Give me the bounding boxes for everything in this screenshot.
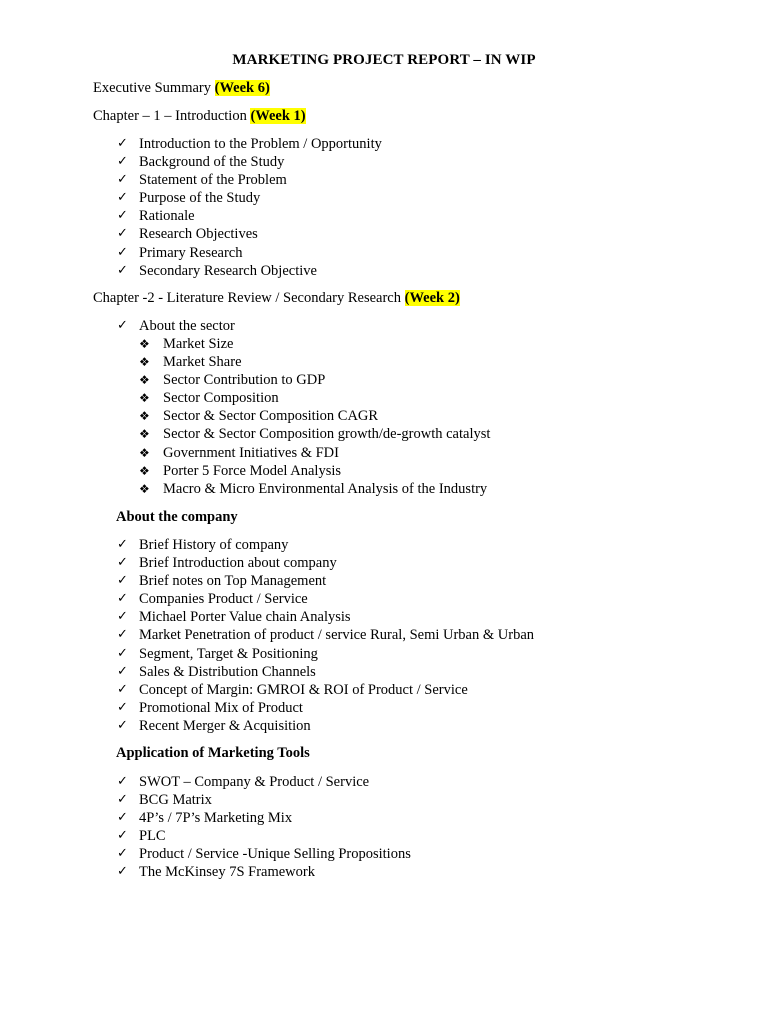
list-item (139, 389, 490, 407)
checkmark-icon: ✓ (117, 663, 128, 679)
list-item (117, 863, 411, 881)
list-item-text: Market Size (163, 336, 234, 352)
list-item-text: PLC (139, 828, 166, 845)
list-item-text: Secondary Research Objective (139, 262, 317, 279)
list-item (117, 681, 534, 699)
list-item (139, 371, 490, 389)
checkmark-icon: ✓ (117, 208, 128, 224)
list-item-text: Segment, Target & Positioning (139, 645, 318, 662)
list-item (117, 626, 535, 644)
checkmark-icon: ✓ (117, 262, 128, 278)
diamond-bullet-icon: ❖ (139, 427, 150, 442)
list-item-text: Sales & Distribution Channels (139, 663, 316, 680)
list-item-text: Government Initiatives & FDI (163, 444, 339, 461)
list-item (117, 590, 534, 608)
executive-summary-label: Executive Summary (93, 80, 215, 96)
diamond-bullet-icon: ❖ (139, 463, 150, 478)
chapter1-week: (Week 1) (250, 108, 306, 124)
checkmark-icon: ✓ (117, 591, 128, 607)
checkmark-icon: ✓ (117, 774, 128, 789)
chapter1-heading (93, 108, 306, 125)
diamond-bullet-icon: ❖ (139, 409, 150, 424)
tools-list (117, 773, 411, 882)
list-item-text: 4P’s / 7P’s Marketing Mix (139, 810, 293, 827)
list-item-text: Purpose of the Study (139, 190, 261, 207)
list-item-text: Research Objectives (139, 226, 258, 243)
list-item (117, 608, 534, 626)
list-item (117, 135, 382, 153)
list-item-text: Primary Research (139, 244, 243, 261)
chapter1-list (117, 135, 382, 280)
list-item-text: Companies Product / Service (139, 591, 308, 608)
checkmark-icon: ✓ (117, 645, 128, 661)
list-item-text: BCG Matrix (139, 792, 212, 809)
list-item-text: Porter 5 Force Model Analysis (163, 462, 342, 479)
diamond-bullet-icon: ❖ (139, 373, 150, 388)
chapter2-label: Chapter -2 - Literature Review / Secondary Research (93, 290, 405, 306)
checkmark-icon: ✓ (117, 846, 128, 862)
company-heading: About the company (116, 509, 238, 525)
executive-summary-week: (Week 6) (214, 80, 270, 96)
list-item (117, 845, 411, 863)
list-item (117, 317, 235, 335)
list-item (139, 480, 490, 498)
list-item (117, 244, 382, 262)
list-item-text: Market Penetration of product / service Rural, Semi Urban & Urban (139, 627, 535, 644)
list-item (139, 425, 491, 443)
list-item (117, 791, 411, 809)
checkmark-icon: ✓ (117, 136, 128, 151)
list-item-text: Promotional Mix of Product (139, 699, 303, 716)
sector-heading-list (117, 317, 235, 335)
document-title: MARKETING PROJECT REPORT – IN WIP (232, 52, 536, 68)
diamond-bullet-icon: ❖ (139, 445, 150, 460)
list-item (117, 663, 534, 681)
list-item-text: Market Share (163, 354, 242, 371)
list-item-text: Brief Introduction about company (139, 555, 337, 572)
list-item (117, 189, 382, 207)
list-item-text: Sector & Sector Composition CAGR (163, 408, 379, 425)
checkmark-icon: ✓ (117, 828, 128, 844)
checkmark-icon: ✓ (117, 810, 128, 826)
checkmark-icon: ✓ (117, 244, 128, 260)
checkmark-icon: ✓ (117, 627, 128, 643)
list-item (117, 645, 534, 663)
list-item (139, 462, 490, 480)
list-item-text: Sector Contribution to GDP (163, 372, 326, 389)
checkmark-icon: ✓ (117, 555, 128, 571)
list-item (117, 699, 534, 717)
list-item (117, 809, 411, 827)
diamond-bullet-icon: ❖ (139, 391, 150, 406)
checkmark-icon: ✓ (117, 573, 128, 589)
list-item-text: Introduction to the Problem / Opportunity (139, 136, 382, 152)
list-item-text: Macro & Micro Environmental Analysis of the Industry (163, 480, 488, 497)
list-item-text: Rationale (139, 208, 195, 225)
list-item (117, 717, 534, 735)
diamond-bullet-icon: ❖ (139, 337, 150, 351)
list-item-text: Sector Composition (163, 390, 279, 407)
checkmark-icon: ✓ (117, 172, 128, 188)
list-item (117, 207, 382, 225)
checkmark-icon: ✓ (117, 226, 128, 242)
list-item (117, 827, 411, 845)
chapter2-heading (93, 290, 460, 307)
executive-summary-line (93, 80, 270, 97)
diamond-bullet-icon: ❖ (139, 355, 150, 370)
list-item (139, 444, 490, 462)
chapter1-label: Chapter – 1 – Introduction (93, 108, 251, 124)
list-item (117, 171, 382, 189)
list-item (117, 773, 411, 791)
list-item-text: Sector & Sector Composition growth/de-growth catalyst (163, 426, 491, 443)
checkmark-icon: ✓ (117, 318, 128, 333)
list-item-text: Statement of the Problem (139, 172, 287, 189)
list-item-text: Brief History of company (139, 537, 289, 553)
list-item-text: Recent Merger & Acquisition (139, 717, 311, 734)
checkmark-icon: ✓ (117, 681, 128, 697)
chapter2-week: (Week 2) (404, 290, 460, 306)
list-item (139, 407, 490, 425)
list-item (117, 572, 534, 590)
list-item-text: Concept of Margin: GMROI & ROI of Product / Service (139, 681, 468, 698)
list-item-text: Brief notes on Top Management (139, 573, 327, 590)
checkmark-icon: ✓ (117, 154, 128, 170)
list-item (117, 225, 382, 243)
sector-list (139, 335, 491, 498)
checkmark-icon: ✓ (117, 699, 128, 715)
checkmark-icon: ✓ (117, 792, 128, 808)
list-item-text: Michael Porter Value chain Analysis (139, 609, 351, 626)
checkmark-icon: ✓ (117, 537, 128, 552)
checkmark-icon: ✓ (117, 609, 128, 625)
list-item-text: Background of the Study (139, 154, 285, 171)
list-item-text: SWOT – Company & Product / Service (139, 774, 370, 790)
sector-heading: About the sector (139, 318, 235, 334)
list-item (139, 335, 490, 353)
list-item (117, 536, 534, 554)
diamond-bullet-icon: ❖ (139, 481, 150, 496)
checkmark-icon: ✓ (117, 190, 128, 206)
tools-heading: Application of Marketing Tools (116, 745, 310, 761)
list-item (117, 262, 382, 280)
list-item (117, 153, 382, 171)
checkmark-icon: ✓ (117, 864, 128, 880)
list-item-text: The McKinsey 7S Framework (139, 864, 315, 881)
checkmark-icon: ✓ (117, 717, 128, 733)
company-list (117, 536, 535, 735)
list-item (117, 554, 534, 572)
list-item (139, 353, 490, 371)
list-item-text: Product / Service -Unique Selling Propositions (139, 846, 411, 863)
